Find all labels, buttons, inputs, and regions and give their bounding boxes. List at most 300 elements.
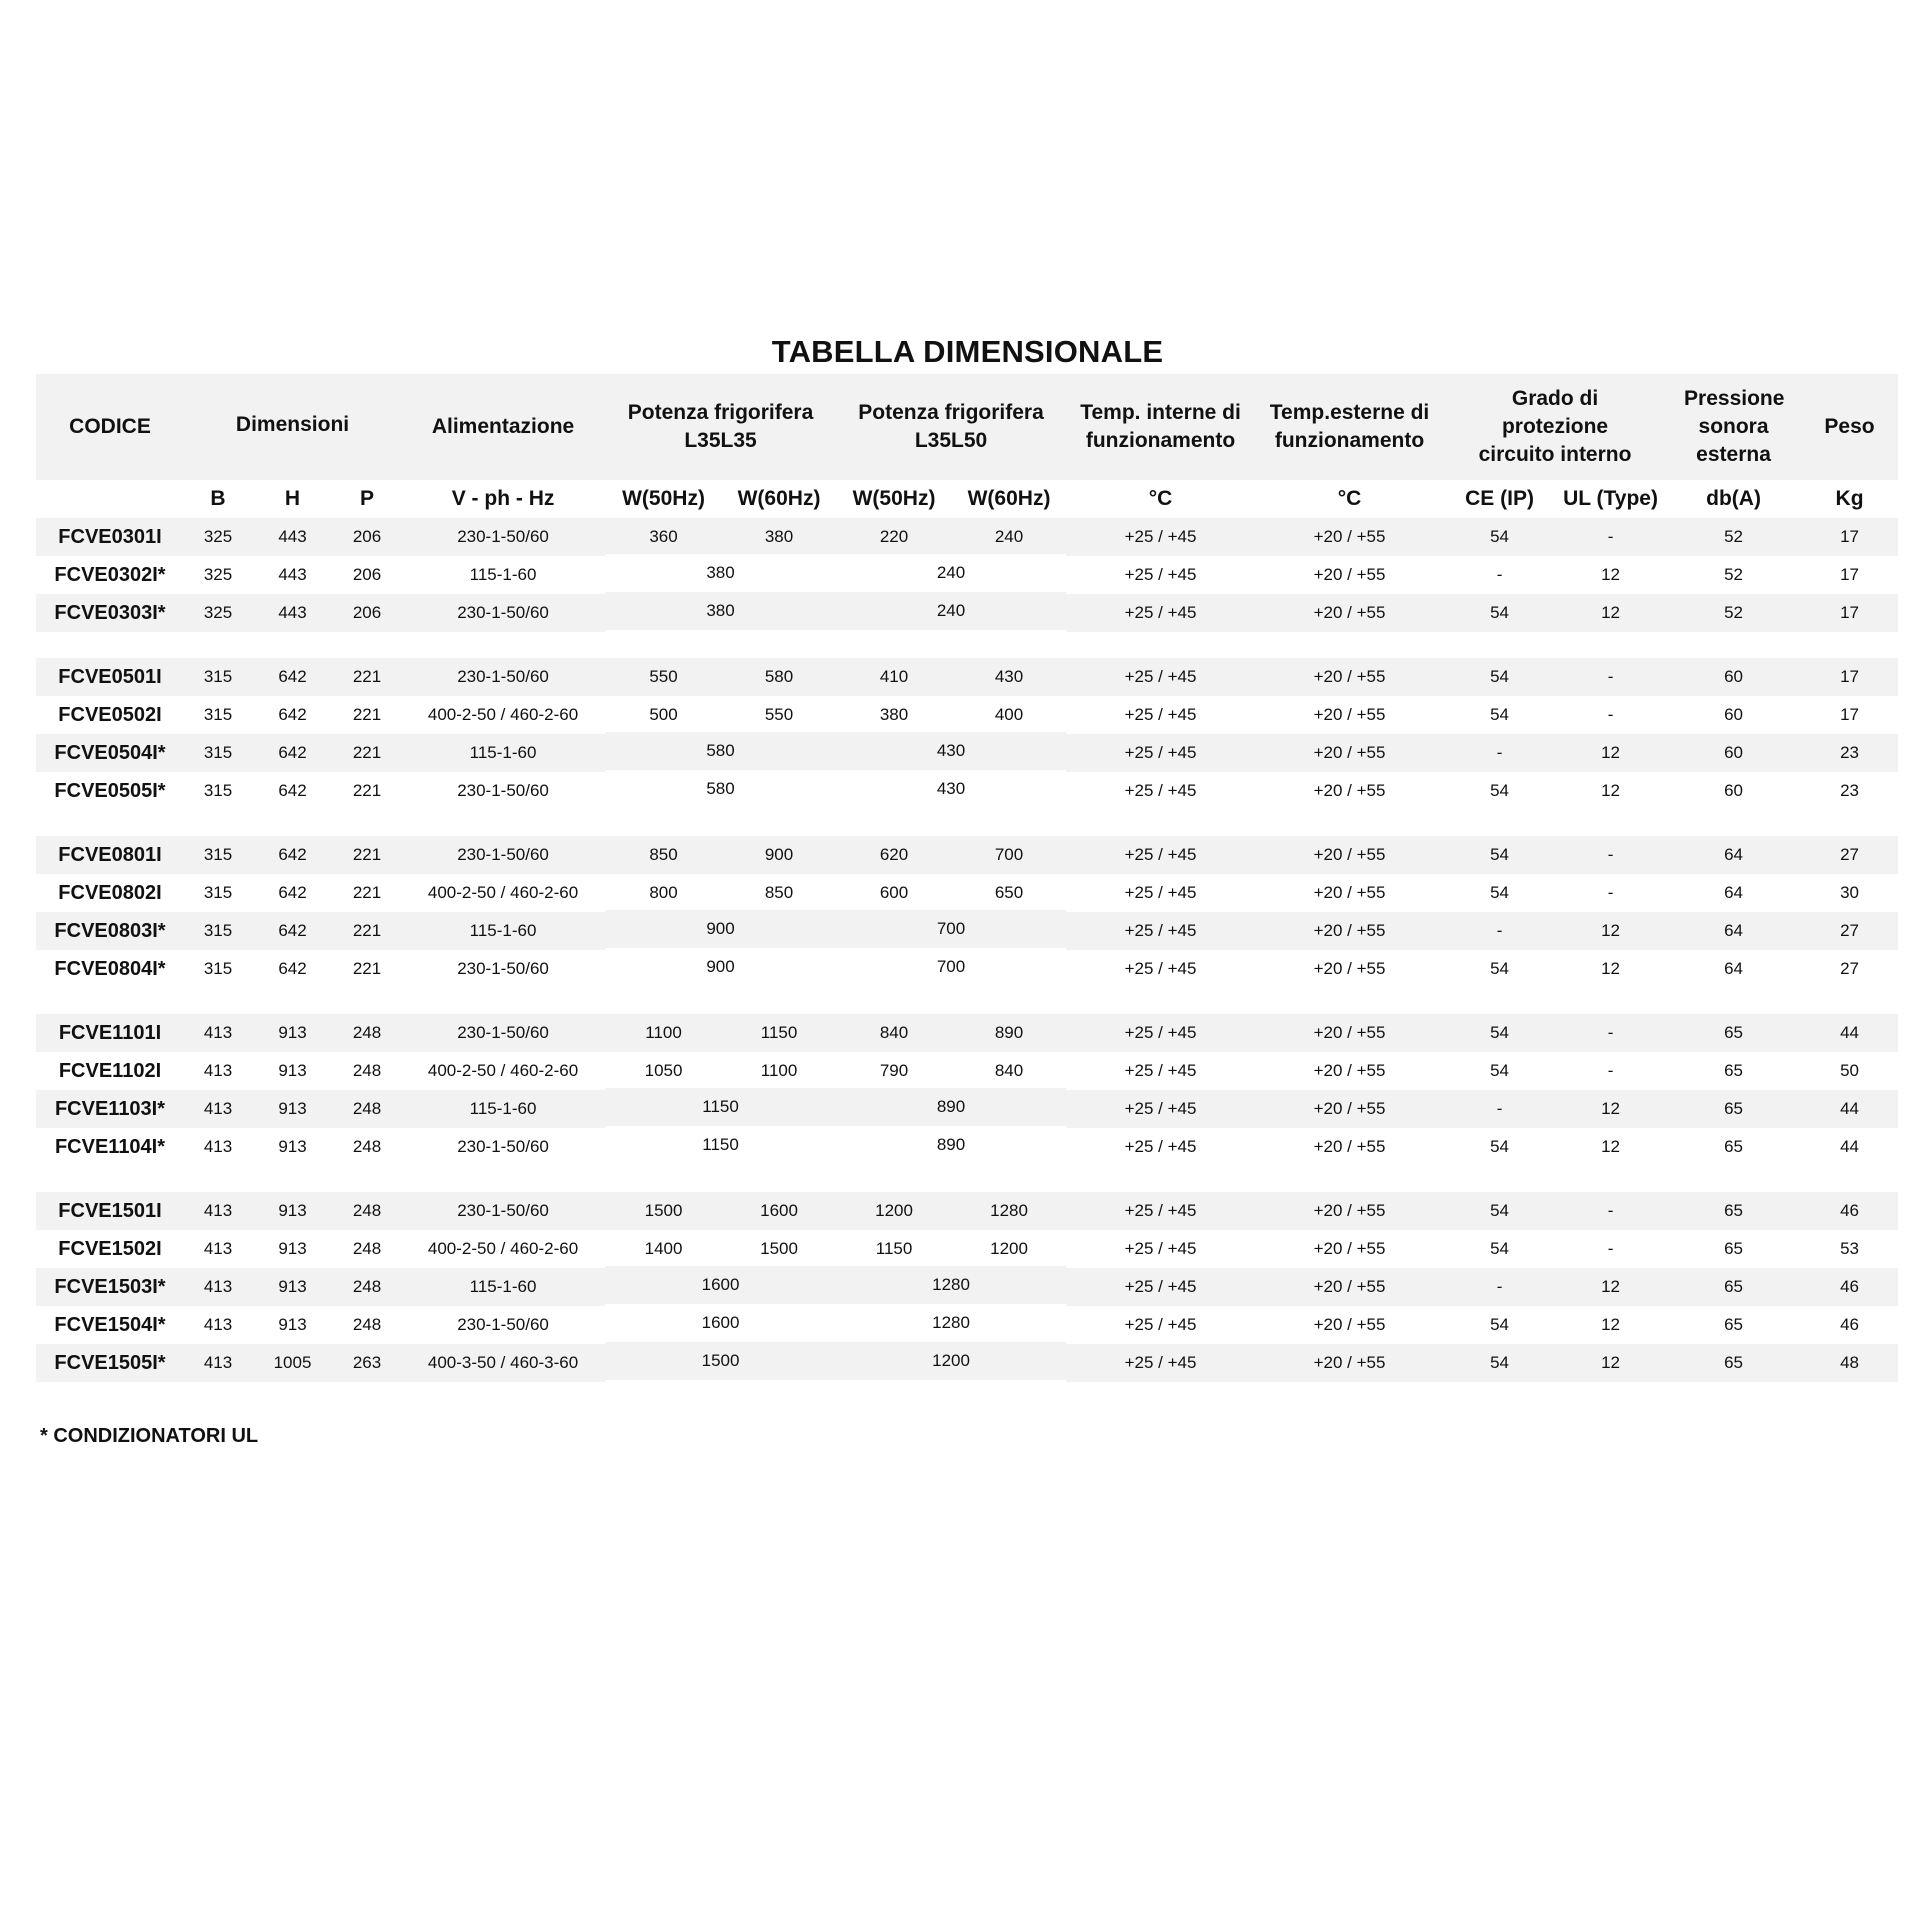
cell-potenza-l35l35: 1500: [605, 1342, 836, 1380]
cell-w50-l35l50: 410: [836, 658, 952, 696]
cell-w50-l35l50: 220: [836, 518, 952, 556]
header-dimensioni: Dimensioni: [184, 374, 401, 480]
cell-temp-esterne: +20 / +55: [1255, 1306, 1444, 1344]
cell-temp-interne: +25 / +45: [1066, 518, 1255, 556]
unit-p: P: [333, 480, 401, 518]
units-row: [36, 480, 1898, 518]
cell-pressione: 64: [1666, 836, 1801, 874]
cell-peso: 17: [1801, 556, 1898, 594]
cell-b: 325: [184, 556, 252, 594]
cell-codice: FCVE0802I: [36, 874, 184, 912]
cell-p: 248: [333, 1268, 401, 1306]
unit-temp-interne: °C: [1066, 480, 1255, 518]
cell-p: 248: [333, 1128, 401, 1166]
cell-codice: FCVE1104I*: [36, 1128, 184, 1166]
cell-b: 413: [184, 1344, 252, 1382]
cell-ce-ip: 54: [1444, 594, 1555, 632]
cell-codice: FCVE1101I: [36, 1014, 184, 1052]
cell-h: 913: [252, 1306, 333, 1344]
cell-temp-interne: +25 / +45: [1066, 1306, 1255, 1344]
cell-h: 642: [252, 734, 333, 772]
cell-p: 221: [333, 912, 401, 950]
cell-h: 443: [252, 556, 333, 594]
cell-pressione: 52: [1666, 594, 1801, 632]
cell-ul-type: 12: [1555, 1090, 1666, 1128]
cell-peso: 46: [1801, 1192, 1898, 1230]
cell-ul-type: -: [1555, 518, 1666, 556]
group-spacer: [36, 1166, 1898, 1192]
cell-temp-interne: +25 / +45: [1066, 874, 1255, 912]
cell-h: 642: [252, 658, 333, 696]
cell-w60-l35l50: 240: [952, 518, 1066, 556]
cell-w60-l35l50: 840: [952, 1052, 1066, 1090]
cell-ce-ip: 54: [1444, 1230, 1555, 1268]
cell-potenza-l35l50: 430: [836, 732, 1066, 770]
cell-w50-l35l50: 840: [836, 1014, 952, 1052]
cell-temp-esterne: +20 / +55: [1255, 772, 1444, 810]
cell-p: 221: [333, 772, 401, 810]
table-row: [36, 1052, 1898, 1090]
cell-p: 248: [333, 1052, 401, 1090]
cell-pressione: 65: [1666, 1230, 1801, 1268]
cell-b: 413: [184, 1230, 252, 1268]
table-row: [36, 950, 1898, 988]
table-row: [36, 874, 1898, 912]
cell-temp-esterne: +20 / +55: [1255, 1128, 1444, 1166]
cell-w50-l35l35: 1500: [605, 1192, 722, 1230]
cell-pressione: 52: [1666, 556, 1801, 594]
cell-p: 221: [333, 696, 401, 734]
cell-ul-type: -: [1555, 1052, 1666, 1090]
cell-h: 913: [252, 1192, 333, 1230]
cell-b: 315: [184, 734, 252, 772]
cell-peso: 17: [1801, 658, 1898, 696]
table-row: [36, 658, 1898, 696]
cell-h: 913: [252, 1230, 333, 1268]
cell-ul-type: -: [1555, 836, 1666, 874]
table-row: [36, 772, 1898, 810]
header-grado-protezione: Grado di protezione circuito interno: [1444, 374, 1666, 480]
cell-alimentazione: 230-1-50/60: [401, 658, 605, 696]
cell-b: 315: [184, 696, 252, 734]
cell-peso: 48: [1801, 1344, 1898, 1382]
spacer-cell: [36, 632, 1898, 658]
cell-potenza-l35l50: 700: [836, 948, 1066, 986]
cell-pressione: 65: [1666, 1090, 1801, 1128]
cell-ce-ip: 54: [1444, 1128, 1555, 1166]
cell-ce-ip: -: [1444, 556, 1555, 594]
cell-potenza-l35l35: 380: [605, 554, 836, 592]
table-row: [36, 1268, 1898, 1306]
cell-codice: FCVE0804I*: [36, 950, 184, 988]
cell-p: 248: [333, 1306, 401, 1344]
cell-alimentazione: 115-1-60: [401, 912, 605, 950]
cell-h: 642: [252, 874, 333, 912]
cell-pressione: 65: [1666, 1344, 1801, 1382]
cell-h: 443: [252, 594, 333, 632]
cell-ce-ip: 54: [1444, 874, 1555, 912]
cell-w60-l35l35: 380: [722, 518, 836, 556]
cell-p: 206: [333, 594, 401, 632]
cell-ul-type: 12: [1555, 1268, 1666, 1306]
cell-ul-type: 12: [1555, 950, 1666, 988]
cell-codice: FCVE0505I*: [36, 772, 184, 810]
cell-potenza-l35l35: 900: [605, 948, 836, 986]
cell-pressione: 64: [1666, 874, 1801, 912]
cell-ul-type: -: [1555, 696, 1666, 734]
cell-potenza-l35l35: 580: [605, 770, 836, 808]
cell-peso: 53: [1801, 1230, 1898, 1268]
cell-pressione: 60: [1666, 734, 1801, 772]
cell-potenza-l35l50: 1280: [836, 1266, 1066, 1304]
cell-peso: 17: [1801, 518, 1898, 556]
cell-ce-ip: 54: [1444, 1192, 1555, 1230]
cell-temp-interne: +25 / +45: [1066, 1268, 1255, 1306]
cell-h: 913: [252, 1090, 333, 1128]
header-codice: CODICE: [36, 374, 184, 480]
cell-ul-type: 12: [1555, 1306, 1666, 1344]
cell-codice: FCVE1103I*: [36, 1090, 184, 1128]
cell-w60-l35l50: 400: [952, 696, 1066, 734]
cell-peso: 44: [1801, 1128, 1898, 1166]
cell-potenza-l35l50: 1200: [836, 1342, 1066, 1380]
cell-w50-l35l50: 1150: [836, 1230, 952, 1268]
cell-temp-esterne: +20 / +55: [1255, 696, 1444, 734]
cell-alimentazione: 400-2-50 / 460-2-60: [401, 1052, 605, 1090]
cell-temp-interne: +25 / +45: [1066, 696, 1255, 734]
cell-peso: 23: [1801, 734, 1898, 772]
cell-w60-l35l35: 1600: [722, 1192, 836, 1230]
table-row: [36, 912, 1898, 950]
cell-pressione: 64: [1666, 950, 1801, 988]
table-row: [36, 1230, 1898, 1268]
cell-ce-ip: 54: [1444, 518, 1555, 556]
cell-potenza-l35l50: 1280: [836, 1304, 1066, 1342]
cell-codice: FCVE0504I*: [36, 734, 184, 772]
cell-ul-type: 12: [1555, 556, 1666, 594]
cell-temp-esterne: +20 / +55: [1255, 874, 1444, 912]
cell-peso: 44: [1801, 1090, 1898, 1128]
header-potenza-l35l35: Potenza frigorifera L35L35: [605, 374, 836, 480]
cell-codice: FCVE1503I*: [36, 1268, 184, 1306]
cell-ce-ip: -: [1444, 734, 1555, 772]
cell-peso: 27: [1801, 912, 1898, 950]
cell-ul-type: -: [1555, 1230, 1666, 1268]
cell-p: 248: [333, 1014, 401, 1052]
cell-temp-esterne: +20 / +55: [1255, 658, 1444, 696]
cell-p: 221: [333, 658, 401, 696]
cell-peso: 27: [1801, 836, 1898, 874]
cell-pressione: 64: [1666, 912, 1801, 950]
cell-ce-ip: -: [1444, 1090, 1555, 1128]
cell-codice: FCVE1102I: [36, 1052, 184, 1090]
cell-w50-l35l50: 1200: [836, 1192, 952, 1230]
cell-temp-interne: +25 / +45: [1066, 594, 1255, 632]
cell-b: 315: [184, 874, 252, 912]
cell-pressione: 60: [1666, 772, 1801, 810]
cell-codice: FCVE1505I*: [36, 1344, 184, 1382]
cell-w50-l35l50: 620: [836, 836, 952, 874]
cell-temp-esterne: +20 / +55: [1255, 1344, 1444, 1382]
cell-b: 413: [184, 1128, 252, 1166]
cell-temp-interne: +25 / +45: [1066, 1128, 1255, 1166]
cell-ce-ip: 54: [1444, 1014, 1555, 1052]
cell-codice: FCVE0303I*: [36, 594, 184, 632]
cell-alimentazione: 230-1-50/60: [401, 1128, 605, 1166]
cell-h: 913: [252, 1128, 333, 1166]
cell-alimentazione: 230-1-50/60: [401, 950, 605, 988]
cell-w60-l35l50: 430: [952, 658, 1066, 696]
cell-peso: 17: [1801, 594, 1898, 632]
cell-temp-esterne: +20 / +55: [1255, 950, 1444, 988]
cell-w60-l35l50: 1280: [952, 1192, 1066, 1230]
spacer-cell: [36, 1166, 1898, 1192]
table-row: [36, 1014, 1898, 1052]
cell-b: 413: [184, 1306, 252, 1344]
cell-w60-l35l50: 650: [952, 874, 1066, 912]
cell-ce-ip: 54: [1444, 836, 1555, 874]
cell-pressione: 60: [1666, 696, 1801, 734]
cell-temp-esterne: +20 / +55: [1255, 912, 1444, 950]
dimensional-table: [36, 374, 1898, 1382]
cell-pressione: 65: [1666, 1128, 1801, 1166]
cell-peso: 27: [1801, 950, 1898, 988]
unit-empty: [36, 480, 184, 518]
cell-p: 206: [333, 556, 401, 594]
cell-temp-esterne: +20 / +55: [1255, 1268, 1444, 1306]
cell-ul-type: -: [1555, 1192, 1666, 1230]
cell-potenza-l35l35: 1600: [605, 1304, 836, 1342]
cell-h: 913: [252, 1052, 333, 1090]
cell-w50-l35l50: 380: [836, 696, 952, 734]
cell-potenza-l35l50: 240: [836, 592, 1066, 630]
cell-ul-type: -: [1555, 874, 1666, 912]
cell-h: 1005: [252, 1344, 333, 1382]
cell-codice: FCVE1501I: [36, 1192, 184, 1230]
cell-h: 913: [252, 1014, 333, 1052]
footnote: * CONDIZIONATORI UL: [40, 1425, 259, 1447]
cell-p: 221: [333, 836, 401, 874]
unit-w60-l35l50: W(60Hz): [952, 480, 1066, 518]
cell-potenza-l35l35: 380: [605, 592, 836, 630]
cell-temp-esterne: +20 / +55: [1255, 1192, 1444, 1230]
cell-h: 642: [252, 836, 333, 874]
cell-alimentazione: 230-1-50/60: [401, 1192, 605, 1230]
unit-temp-esterne: °C: [1255, 480, 1444, 518]
cell-w60-l35l35: 900: [722, 836, 836, 874]
cell-w50-l35l50: 790: [836, 1052, 952, 1090]
cell-w60-l35l50: 700: [952, 836, 1066, 874]
unit-ce-ip: CE (IP): [1444, 480, 1555, 518]
cell-potenza-l35l35: 580: [605, 732, 836, 770]
cell-peso: 30: [1801, 874, 1898, 912]
table-row: [36, 1306, 1898, 1344]
cell-pressione: 60: [1666, 658, 1801, 696]
cell-temp-interne: +25 / +45: [1066, 734, 1255, 772]
cell-w60-l35l35: 850: [722, 874, 836, 912]
spacer-cell: [36, 988, 1898, 1014]
cell-b: 413: [184, 1192, 252, 1230]
cell-ce-ip: -: [1444, 912, 1555, 950]
table-row: [36, 594, 1898, 632]
cell-w50-l35l35: 1050: [605, 1052, 722, 1090]
cell-peso: 23: [1801, 772, 1898, 810]
table-row: [36, 518, 1898, 556]
cell-peso: 46: [1801, 1268, 1898, 1306]
group-spacer: [36, 632, 1898, 658]
cell-temp-esterne: +20 / +55: [1255, 1090, 1444, 1128]
header-pressione-sonora: Pressione sonora esterna: [1666, 374, 1801, 480]
cell-codice: FCVE0501I: [36, 658, 184, 696]
cell-w50-l35l35: 550: [605, 658, 722, 696]
group-spacer: [36, 810, 1898, 836]
cell-temp-esterne: +20 / +55: [1255, 518, 1444, 556]
cell-alimentazione: 230-1-50/60: [401, 594, 605, 632]
cell-temp-interne: +25 / +45: [1066, 836, 1255, 874]
cell-alimentazione: 230-1-50/60: [401, 518, 605, 556]
cell-temp-interne: +25 / +45: [1066, 1090, 1255, 1128]
cell-p: 206: [333, 518, 401, 556]
table-body: [36, 518, 1898, 1382]
cell-potenza-l35l50: 430: [836, 770, 1066, 808]
cell-w60-l35l35: 1150: [722, 1014, 836, 1052]
cell-w50-l35l35: 1400: [605, 1230, 722, 1268]
cell-w60-l35l50: 890: [952, 1014, 1066, 1052]
cell-p: 248: [333, 1230, 401, 1268]
spacer-cell: [36, 810, 1898, 836]
cell-w60-l35l35: 580: [722, 658, 836, 696]
cell-potenza-l35l35: 900: [605, 910, 836, 948]
cell-ul-type: 12: [1555, 1128, 1666, 1166]
cell-ce-ip: 54: [1444, 1052, 1555, 1090]
cell-ul-type: 12: [1555, 772, 1666, 810]
cell-codice: FCVE0302I*: [36, 556, 184, 594]
cell-temp-interne: +25 / +45: [1066, 772, 1255, 810]
cell-ul-type: -: [1555, 658, 1666, 696]
cell-alimentazione: 115-1-60: [401, 734, 605, 772]
cell-w60-l35l35: 550: [722, 696, 836, 734]
cell-codice: FCVE0301I: [36, 518, 184, 556]
table-row: [36, 1128, 1898, 1166]
table-row: [36, 734, 1898, 772]
cell-alimentazione: 115-1-60: [401, 1268, 605, 1306]
cell-temp-esterne: +20 / +55: [1255, 734, 1444, 772]
cell-peso: 46: [1801, 1306, 1898, 1344]
cell-b: 315: [184, 950, 252, 988]
cell-h: 443: [252, 518, 333, 556]
cell-alimentazione: 230-1-50/60: [401, 1014, 605, 1052]
cell-temp-esterne: +20 / +55: [1255, 556, 1444, 594]
cell-potenza-l35l50: 890: [836, 1126, 1066, 1164]
unit-kg: Kg: [1801, 480, 1898, 518]
cell-temp-interne: +25 / +45: [1066, 1192, 1255, 1230]
header-peso: Peso: [1801, 374, 1898, 480]
header-temp-interne: Temp. interne di funzionamento: [1066, 374, 1255, 480]
cell-b: 413: [184, 1268, 252, 1306]
cell-p: 248: [333, 1090, 401, 1128]
cell-temp-interne: +25 / +45: [1066, 1014, 1255, 1052]
cell-alimentazione: 400-2-50 / 460-2-60: [401, 874, 605, 912]
table-row: [36, 556, 1898, 594]
cell-alimentazione: 230-1-50/60: [401, 1306, 605, 1344]
cell-b: 315: [184, 658, 252, 696]
cell-temp-esterne: +20 / +55: [1255, 594, 1444, 632]
unit-w50-l35l50: W(50Hz): [836, 480, 952, 518]
cell-w50-l35l35: 1100: [605, 1014, 722, 1052]
cell-peso: 17: [1801, 696, 1898, 734]
cell-alimentazione: 230-1-50/60: [401, 836, 605, 874]
cell-pressione: 65: [1666, 1306, 1801, 1344]
cell-temp-esterne: +20 / +55: [1255, 1230, 1444, 1268]
cell-ul-type: 12: [1555, 1344, 1666, 1382]
cell-p: 221: [333, 874, 401, 912]
cell-codice: FCVE1502I: [36, 1230, 184, 1268]
cell-h: 642: [252, 772, 333, 810]
cell-potenza-l35l35: 1150: [605, 1088, 836, 1126]
cell-ul-type: 12: [1555, 734, 1666, 772]
cell-alimentazione: 115-1-60: [401, 556, 605, 594]
cell-peso: 44: [1801, 1014, 1898, 1052]
cell-ul-type: 12: [1555, 912, 1666, 950]
unit-w50-l35l35: W(50Hz): [605, 480, 722, 518]
cell-w60-l35l50: 1200: [952, 1230, 1066, 1268]
cell-temp-interne: +25 / +45: [1066, 950, 1255, 988]
cell-b: 315: [184, 772, 252, 810]
header-alimentazione: Alimentazione: [401, 374, 605, 480]
cell-ce-ip: 54: [1444, 658, 1555, 696]
cell-codice: FCVE1504I*: [36, 1306, 184, 1344]
cell-alimentazione: 230-1-50/60: [401, 772, 605, 810]
cell-p: 221: [333, 950, 401, 988]
cell-temp-interne: +25 / +45: [1066, 1230, 1255, 1268]
unit-b: B: [184, 480, 252, 518]
table-row: [36, 1090, 1898, 1128]
cell-ce-ip: 54: [1444, 1344, 1555, 1382]
cell-ce-ip: -: [1444, 1268, 1555, 1306]
cell-alimentazione: 400-2-50 / 460-2-60: [401, 696, 605, 734]
cell-potenza-l35l35: 1150: [605, 1126, 836, 1164]
cell-h: 642: [252, 912, 333, 950]
cell-ce-ip: 54: [1444, 950, 1555, 988]
group-spacer: [36, 988, 1898, 1014]
cell-codice: FCVE0801I: [36, 836, 184, 874]
cell-alimentazione: 400-3-50 / 460-3-60: [401, 1344, 605, 1382]
cell-temp-interne: +25 / +45: [1066, 912, 1255, 950]
cell-h: 642: [252, 950, 333, 988]
cell-ul-type: 12: [1555, 594, 1666, 632]
cell-potenza-l35l50: 700: [836, 910, 1066, 948]
cell-codice: FCVE0502I: [36, 696, 184, 734]
cell-w50-l35l50: 600: [836, 874, 952, 912]
cell-alimentazione: 115-1-60: [401, 1090, 605, 1128]
cell-h: 642: [252, 696, 333, 734]
cell-b: 315: [184, 836, 252, 874]
cell-temp-interne: +25 / +45: [1066, 1344, 1255, 1382]
table-row: [36, 696, 1898, 734]
table-row: [36, 1192, 1898, 1230]
unit-ul-type: UL (Type): [1555, 480, 1666, 518]
cell-w50-l35l35: 360: [605, 518, 722, 556]
cell-pressione: 65: [1666, 1052, 1801, 1090]
cell-h: 913: [252, 1268, 333, 1306]
cell-pressione: 65: [1666, 1268, 1801, 1306]
unit-v-ph-hz: V - ph - Hz: [401, 480, 605, 518]
cell-w50-l35l35: 800: [605, 874, 722, 912]
table-title: TABELLA DIMENSIONALE: [771, 334, 1164, 369]
cell-b: 325: [184, 518, 252, 556]
cell-pressione: 65: [1666, 1192, 1801, 1230]
header-row: [36, 374, 1898, 480]
